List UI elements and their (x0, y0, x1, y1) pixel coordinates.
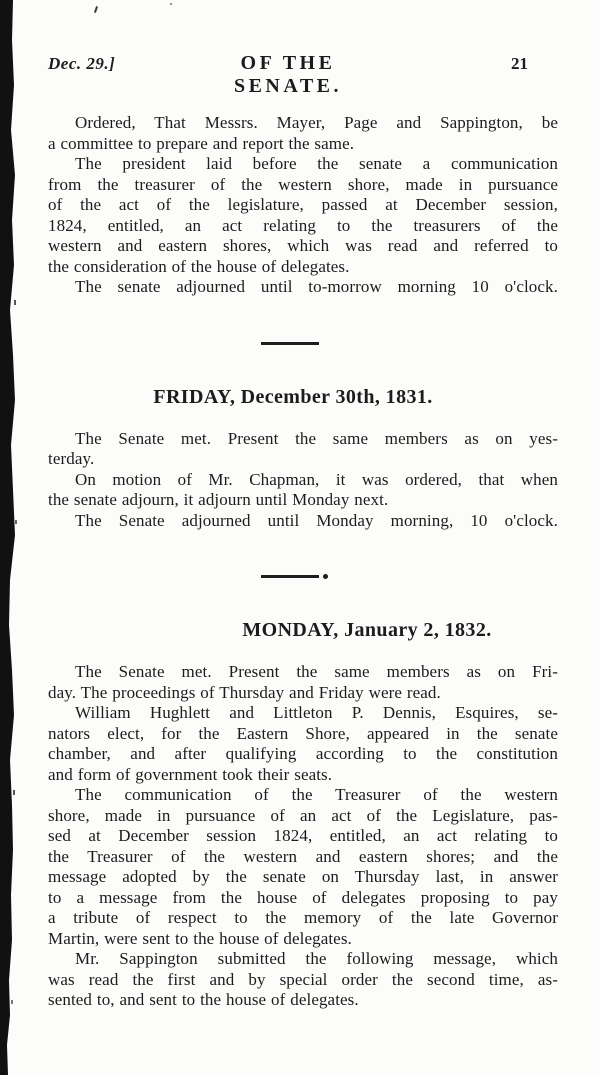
text-line: 1824, entitled, an act relating to the treasurers of the (48, 215, 558, 235)
text-line: and form of government took their seats. (48, 764, 333, 784)
text-line: The Senate adjourned until Monday morning, 10 o'clock. (75, 510, 558, 530)
paragraph (48, 511, 558, 532)
scan-speck (94, 6, 98, 13)
text-line: message adopted by the senate on Thursday last, in answer (48, 867, 558, 886)
text-line: The Senate met. Present the same members as on Fri- (75, 662, 558, 681)
text-line: a tribute of respect to the memory of the late Governor (48, 908, 558, 927)
text-line: the consideration of the house of delegates. (48, 256, 350, 276)
text-line: William Hughlett and Littleton P. Dennis, Esquires, se- (75, 703, 558, 722)
page-content (48, 52, 558, 1011)
page-number: 21 (511, 54, 528, 73)
text-line: day. The proceedings of Thursday and Friday were read. (48, 682, 441, 702)
section-divider (261, 342, 319, 345)
text-line: The communication of the Treasurer of the western (75, 785, 558, 804)
text-line: The Senate met. Present the same members as on yes- (75, 428, 558, 448)
paragraph (48, 113, 558, 154)
text-line: from the treasurer of the western shore, made in pursuance (48, 174, 558, 194)
text-line: nators elect, for the Eastern Shore, appeared in the senate (48, 723, 558, 743)
paragraph (48, 277, 558, 298)
heading-monday-session: MONDAY, January 2, 1832. (242, 619, 492, 641)
text-line: chamber, and after qualifying according to the constitution (48, 744, 558, 763)
paragraph (48, 662, 558, 703)
text-line: to a message from the house of delegates proposing to pay (48, 887, 558, 907)
text-line: The senate adjourned until to-morrow morning 10 o'clock. (75, 277, 558, 296)
paragraph (48, 429, 558, 470)
text-line: Ordered, That Messrs. Mayer, Page and Sappington, be (75, 113, 558, 132)
paragraph (48, 470, 558, 511)
text-line: Martin, were sent to the house of delegates. (48, 928, 352, 948)
section-divider (261, 575, 319, 578)
running-header (48, 52, 558, 98)
text-line: a committee to prepare and report the same. (48, 133, 355, 153)
text-line: was read the first and by special order the second time, as- (48, 969, 558, 989)
text-line: The president laid before the senate a communication (75, 154, 558, 173)
text-line: sented to, and sent to the house of delegates. (48, 990, 359, 1009)
text-line: On motion of Mr. Chapman, it was ordered, that when (75, 469, 558, 489)
paragraph (48, 703, 558, 785)
text-line: western and eastern shores, which was read and referred to (48, 236, 558, 255)
paragraph (48, 154, 558, 277)
header-date-marker: Dec. 29.] (48, 54, 116, 73)
header-title: OF THE SENATE. (233, 52, 343, 97)
text-line: Mr. Sappington submitted the following message, which (75, 949, 558, 968)
text-line: terday. (48, 449, 95, 468)
text-line: of the act of the legislature, passed at December session, (48, 195, 558, 214)
text-line: sed at December session 1824, entitled, an act relating to (48, 826, 558, 845)
book-binding-edge (0, 0, 22, 1075)
paragraph (48, 785, 558, 949)
paragraph (48, 949, 558, 1011)
scan-speck (170, 3, 172, 5)
text-line: shore, made in pursuance of an act of the Legislature, pas- (48, 805, 558, 825)
text-line: the Treasurer of the western and eastern shores; and the (48, 846, 558, 866)
text-line: the senate adjourn, it adjourn until Monday next. (48, 490, 389, 509)
heading-friday-session: FRIDAY, December 30th, 1831. (153, 385, 433, 408)
